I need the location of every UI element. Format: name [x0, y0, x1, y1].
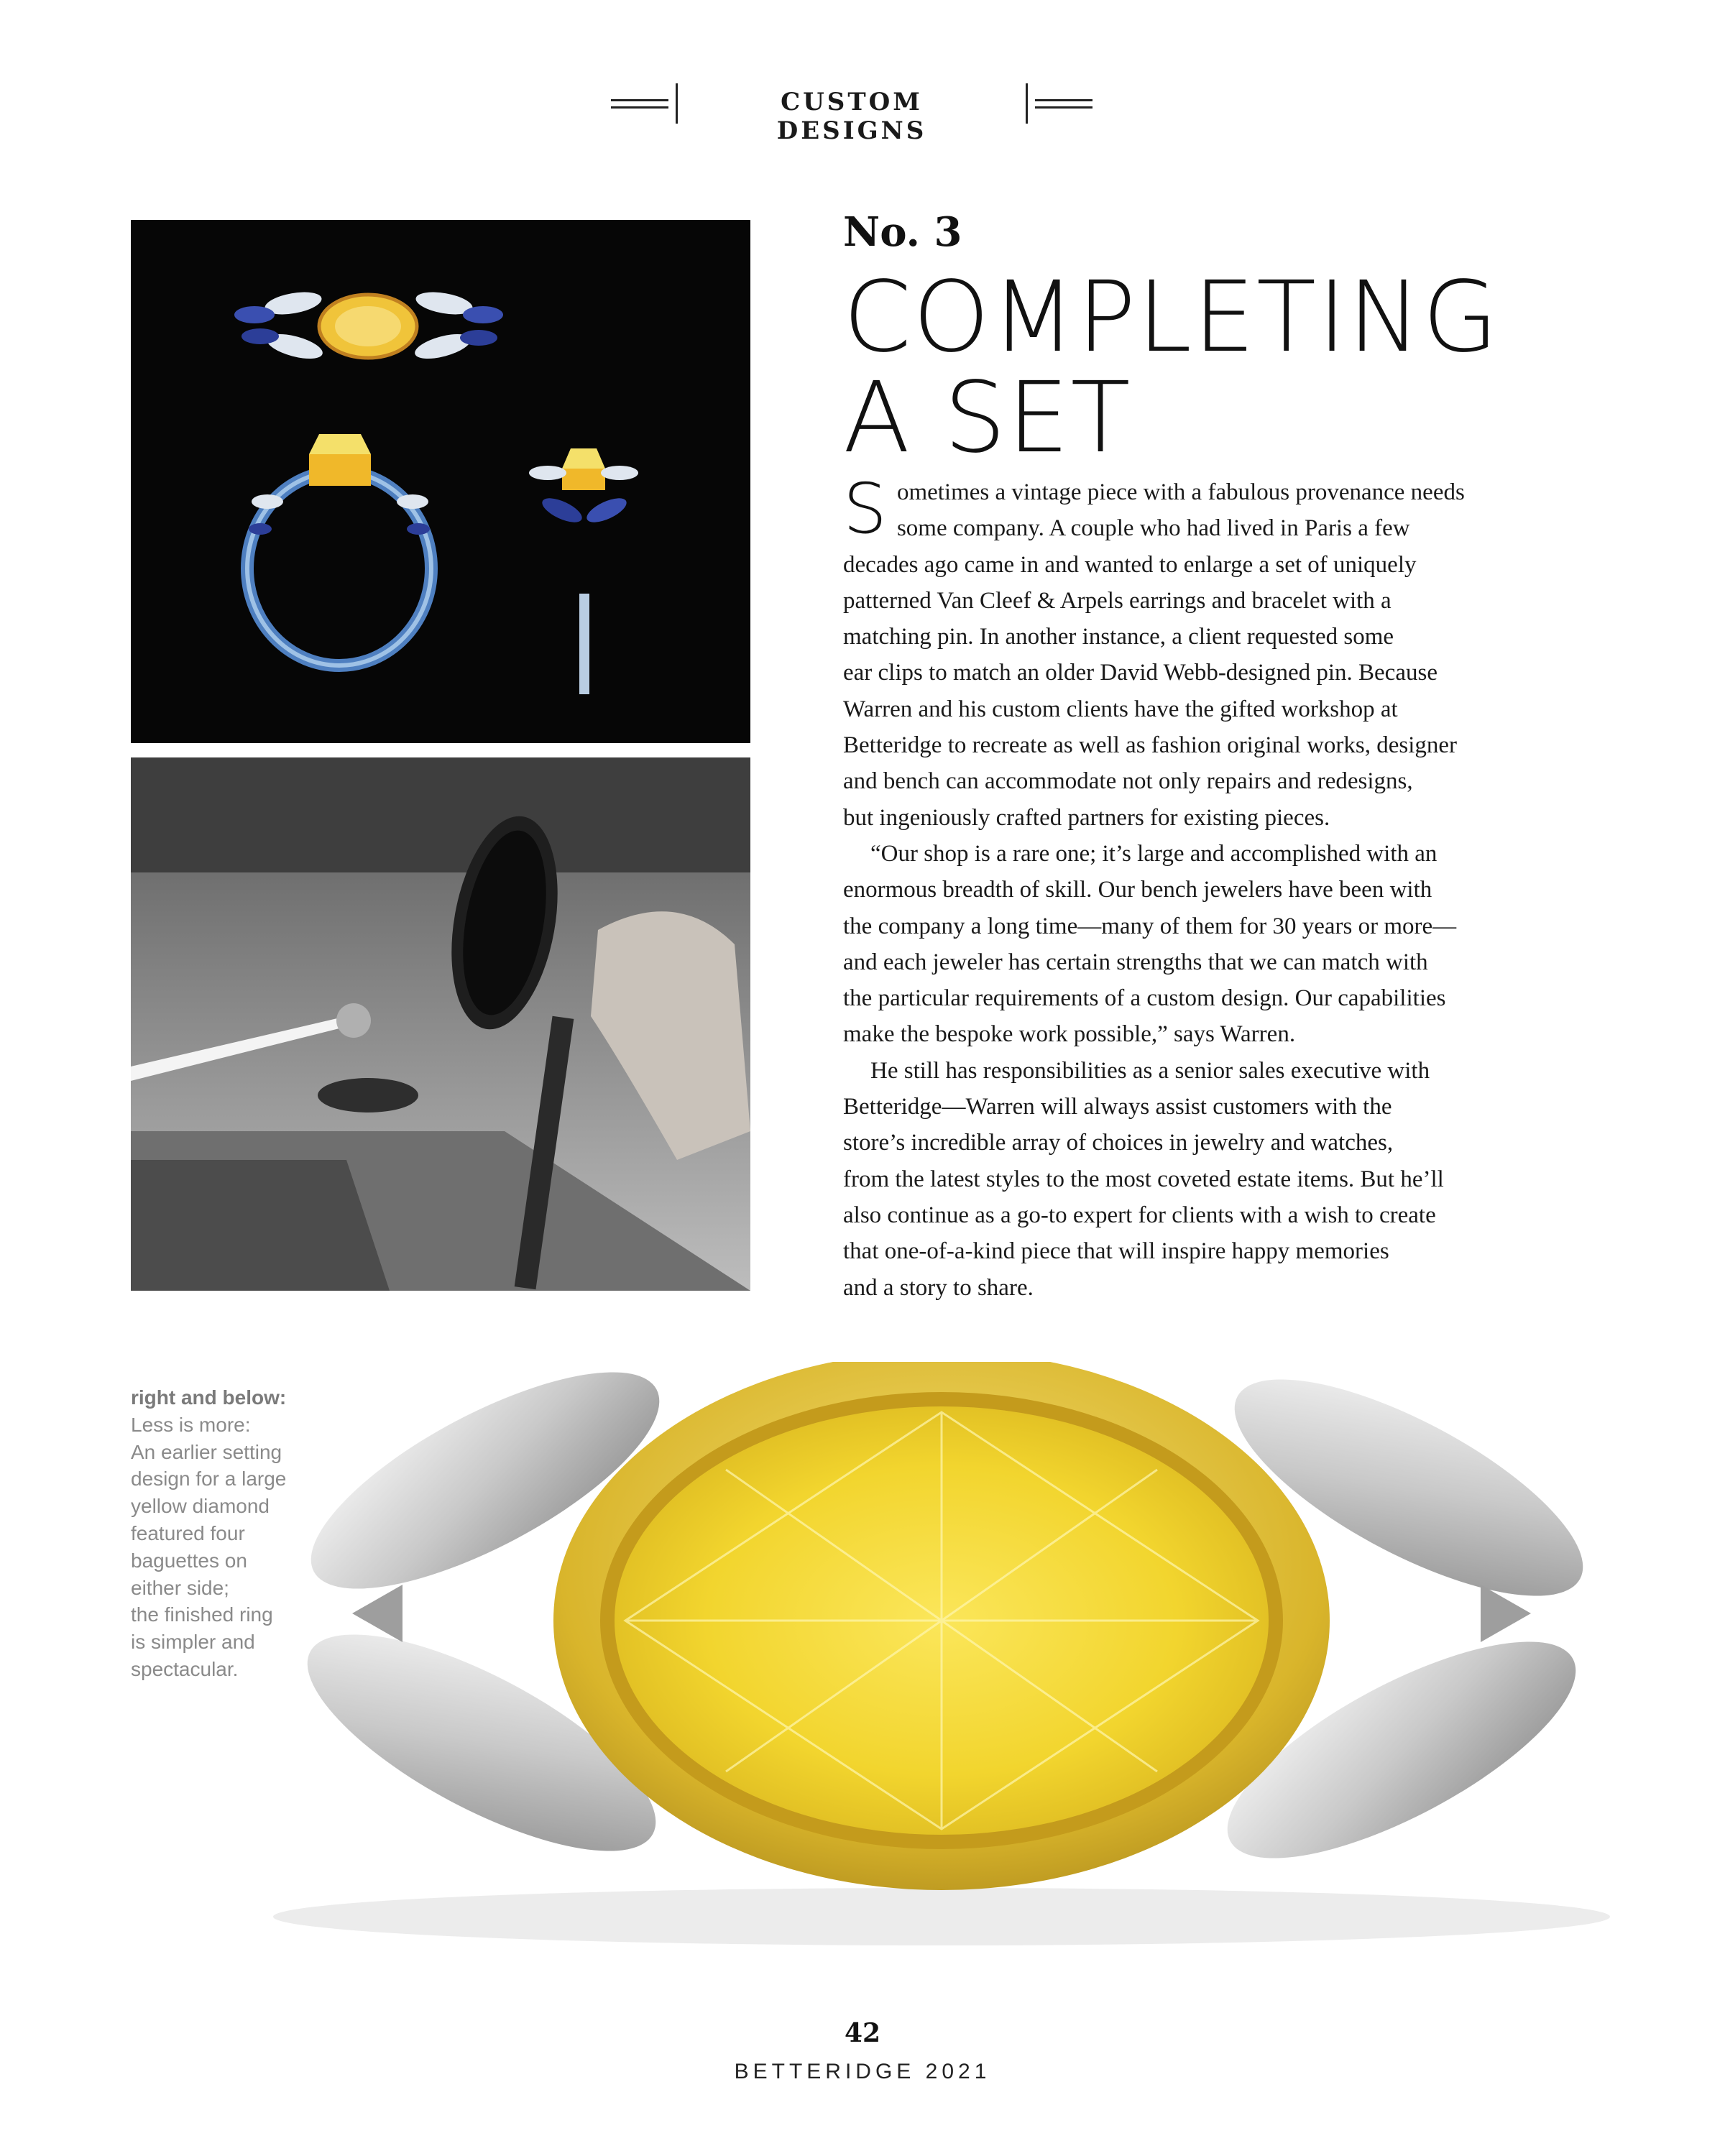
body-line: make the bespoke work possible,” says Warren. — [843, 1021, 1296, 1048]
article-number: No. 3 — [843, 208, 962, 256]
article-title — [843, 261, 1634, 475]
caption-line: design for a large — [131, 1468, 287, 1491]
body-line: Warren and his custom clients have the gifted workshop at — [843, 696, 1398, 722]
body-line: enormous breadth of skill. Our bench jewelers have been with — [843, 877, 1432, 903]
workshop-illustration — [131, 757, 750, 1291]
caption-line: Less is more: — [131, 1413, 251, 1436]
header-rule-left-bottom — [611, 106, 668, 109]
header-rule-left-bar — [676, 83, 678, 124]
ring-illustration — [266, 1362, 1617, 1973]
paragraph-3 — [843, 1053, 1547, 1306]
section-label: CUSTOM DESIGNS — [776, 88, 927, 145]
caption-line: featured four — [131, 1521, 245, 1544]
paragraph-2 — [843, 836, 1547, 1053]
title-line: A SET — [843, 361, 1132, 475]
body-line: store’s incredible array of choices in jewelry and watches, — [843, 1130, 1394, 1156]
dropcap: S — [843, 469, 887, 549]
caption-line: is simpler and — [131, 1631, 255, 1654]
body-line: but ingeniously crafted partners for existing pieces. — [843, 804, 1330, 831]
body-line: “Our shop is a rare one; it’s large and accomplished with an — [870, 840, 1438, 867]
body-line: matching pin. In another instance, a client requested some — [843, 624, 1394, 650]
caption-lead: right and below: — [131, 1386, 287, 1409]
publication-name: BETTERIDGE 2021 — [734, 2060, 991, 2083]
caption-line: spectacular. — [131, 1657, 239, 1680]
sketch-drawing — [131, 220, 750, 743]
title-line: COMPLETING — [843, 261, 1500, 374]
body-line: and bench can accommodate not only repairs and redesigns, — [843, 768, 1413, 795]
workshop-photo — [131, 757, 750, 1291]
caption-line: the finished ring — [131, 1603, 273, 1626]
body-line: some company. A couple who had lived in Paris a few — [896, 515, 1410, 542]
body-line: the company a long time—many of them for 30 years or more— — [843, 913, 1457, 939]
caption-line: either side; — [131, 1576, 229, 1599]
body-line: patterned Van Cleef & Arpels earrings and bracelet with a — [843, 587, 1392, 614]
body-line: and each jeweler has certain strengths that we can match with — [843, 949, 1428, 975]
caption-line: An earlier setting — [131, 1440, 282, 1463]
article-body — [843, 469, 1547, 1306]
body-line: the particular requirements of a custom design. Our capabilities — [843, 985, 1446, 1012]
body-line: He still has responsibilities as a senior sales executive with — [870, 1057, 1430, 1084]
body-line: ear clips to match an older David Webb-designed pin. Because — [843, 660, 1438, 686]
header-rule-right-bar — [1026, 83, 1028, 124]
design-sketch-image — [131, 220, 750, 743]
body-line: also continue as a go-to expert for clients with a wish to create — [843, 1202, 1436, 1228]
header-rule-left-top — [611, 99, 668, 101]
body-line: Betteridge—Warren will always assist customers with the — [843, 1094, 1392, 1120]
body-line: from the latest styles to the most coveted estate items. But he’ll — [843, 1166, 1444, 1192]
body-line: Betteridge to recreate as well as fashion original works, designer — [843, 732, 1458, 759]
section-header — [611, 78, 1092, 145]
header-rule-right-top — [1035, 99, 1092, 101]
page-number: 42 — [844, 2018, 881, 2048]
body-line: that one-of-a-kind piece that will inspire happy memories — [843, 1238, 1389, 1265]
body-line: ometimes a vintage piece with a fabulous provenance needs — [896, 479, 1465, 505]
paragraph-1 — [843, 469, 1547, 836]
caption-line: yellow diamond — [131, 1495, 270, 1518]
caption-line: baguettes on — [131, 1549, 247, 1572]
yellow-diamond-ring-photo — [266, 1362, 1617, 1973]
body-line: decades ago came in and wanted to enlarge a set of uniquely — [843, 551, 1417, 578]
header-rule-right-bottom — [1035, 106, 1092, 109]
body-line: and a story to share. — [843, 1274, 1034, 1301]
